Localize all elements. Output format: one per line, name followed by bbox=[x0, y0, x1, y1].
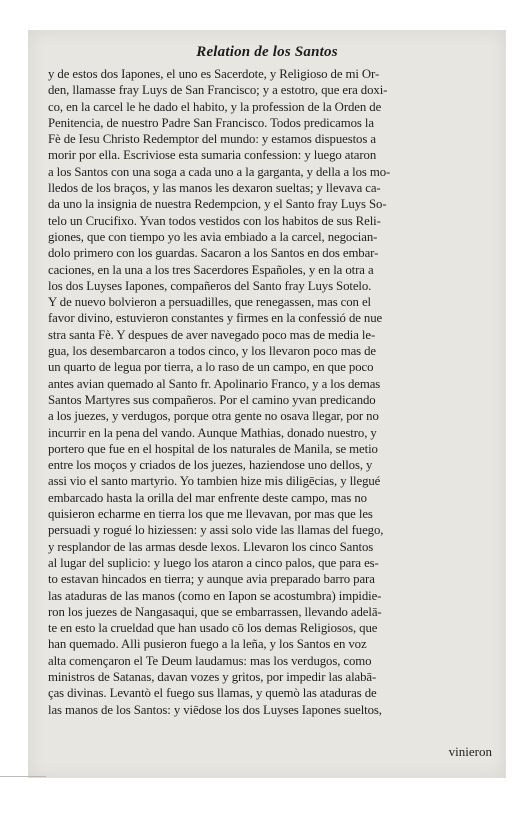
text-line: to estavan hincados en tierra; y aunque avia preparado barro para bbox=[48, 572, 375, 587]
text-line: ministros de Satanas, davan vozes y gritos, por impedir las alabā- bbox=[48, 669, 377, 684]
text-line: han quemado. Alli pusieron fuego a la leña, y los Santos en voz bbox=[48, 637, 367, 652]
text-line: Y de nuevo bolvieron a persuadilles, que renegassen, mas con el bbox=[48, 295, 371, 310]
scan-edge-mark bbox=[0, 776, 46, 777]
text-line: Santos Martyres sus compañeros. Por el camino yvan predicando bbox=[48, 392, 376, 407]
text-line: y resplandor de las armas desde lexos. Llevaron los cinco Santos bbox=[48, 539, 374, 554]
text-line: y de estos dos Iapones, el uno es Sacerdote, y Religioso de mi Or- bbox=[48, 67, 380, 81]
text-line: Penitencia, de nuestro Padre San Francisco. Todos predicamos la bbox=[48, 115, 374, 130]
text-line: co, en la carcel le he dado el habito, y la profession de la Orden de bbox=[48, 99, 382, 114]
text-line: al lugar del suplicio: y luego los ataron a cinco palos, que para es- bbox=[48, 555, 379, 570]
text-line: antes avian quemado al Santo fr. Apolinario Franco, y a los demas bbox=[48, 376, 381, 391]
running-title: Relation de los Santos bbox=[196, 44, 338, 60]
text-line: alta començaron el Te Deum laudamus: mas los verdugos, como bbox=[48, 653, 372, 668]
text-line: quisieron echarme en tierra los que me llevavan, por mas que les bbox=[48, 507, 373, 522]
text-line: las ataduras de las manos (como en Iapon se acostumbra) impidie- bbox=[48, 588, 382, 603]
text-line: ron los juezes de Nangasaqui, que se embarrassen, llevando adelā- bbox=[48, 604, 382, 619]
text-line: stra santa Fè. Y despues de aver navegado poco mas de media le- bbox=[48, 327, 376, 342]
text-line: entre los moços y criados de los juezes, haziendose uno dellos, y bbox=[48, 458, 373, 473]
text-line: persuadi y rogué lo hiziessen: y assi solo vide las llamas del fuego, bbox=[48, 523, 384, 538]
text-line: a los Santos con una soga a cada uno a la garganta, y della a los mo- bbox=[48, 164, 391, 179]
text-line: favor divino, estuvieron constantes y firmes en la confessió de nue bbox=[48, 311, 383, 326]
text-line: dolo primero con los guardas. Sacaron a los Santos en dos embar- bbox=[48, 246, 379, 261]
text-line: las manos de los Santos: y viēdose los dos Luyses Iapones sueltos, bbox=[48, 702, 382, 717]
text-line: lledos de los braços, y las manos les dexaron sueltas; y llevava ca- bbox=[48, 181, 381, 196]
text-line: ças divinas. Levantò el fuego sus llamas, y quemò las ataduras de bbox=[48, 686, 377, 701]
body-text bbox=[48, 66, 492, 718]
book-page bbox=[28, 30, 506, 778]
text-line: incurrir en la pena del vando. Aunque Mathias, donado nuestro, y bbox=[48, 425, 377, 440]
catchword: vinieron bbox=[448, 744, 492, 759]
text-line: portero que fue en el hospital de los naturales de Manila, se metio bbox=[48, 441, 378, 456]
text-line: Fè de Iesu Christo Redemptor del mundo: y estamos dispuestos a bbox=[48, 132, 376, 147]
text-line: assi vio el santo martyrio. Yo tambien hize mis diligēcias, y llegué bbox=[48, 474, 381, 489]
text-line: telo un Crucifixo. Yvan todos vestidos con los habitos de sus Reli- bbox=[48, 213, 381, 228]
text-line: caciones, en la una a los tres Sacerdores Españoles, y en la otra a bbox=[48, 262, 374, 277]
text-line: gua, los desembarcaron a todos cinco, y los llevaron poco mas de bbox=[48, 344, 377, 359]
text-line: embarcado hasta la orilla del mar enfrente deste campo, mas no bbox=[48, 490, 367, 505]
text-line: a los juezes, y verdugos, porque otra gente no osava llegar, por no bbox=[48, 409, 379, 424]
text-line: morir por ella. Escriviose esta sumaria confession: y luego ataron bbox=[48, 148, 377, 163]
text-line: te en esto la crueldad que han usado cō los demas Religiosos, que bbox=[48, 621, 378, 636]
text-line: los dos Luyses Iapones, compañeros del Santo fray Luys Sotelo. bbox=[48, 278, 372, 293]
text-line: giones, que con tiempo yo les avia embiado a la carcel, negocian- bbox=[48, 229, 378, 244]
text-line: un quarto de legua por tierra, a lo raso de un campo, en que poco bbox=[48, 360, 374, 375]
text-line: da uno la insignia de nuestra Redempcion, y el Santo fray Luys So- bbox=[48, 197, 387, 212]
text-line: den, llamasse fray Luys de San Francisco; y a estotro, que era doxi- bbox=[48, 83, 388, 98]
